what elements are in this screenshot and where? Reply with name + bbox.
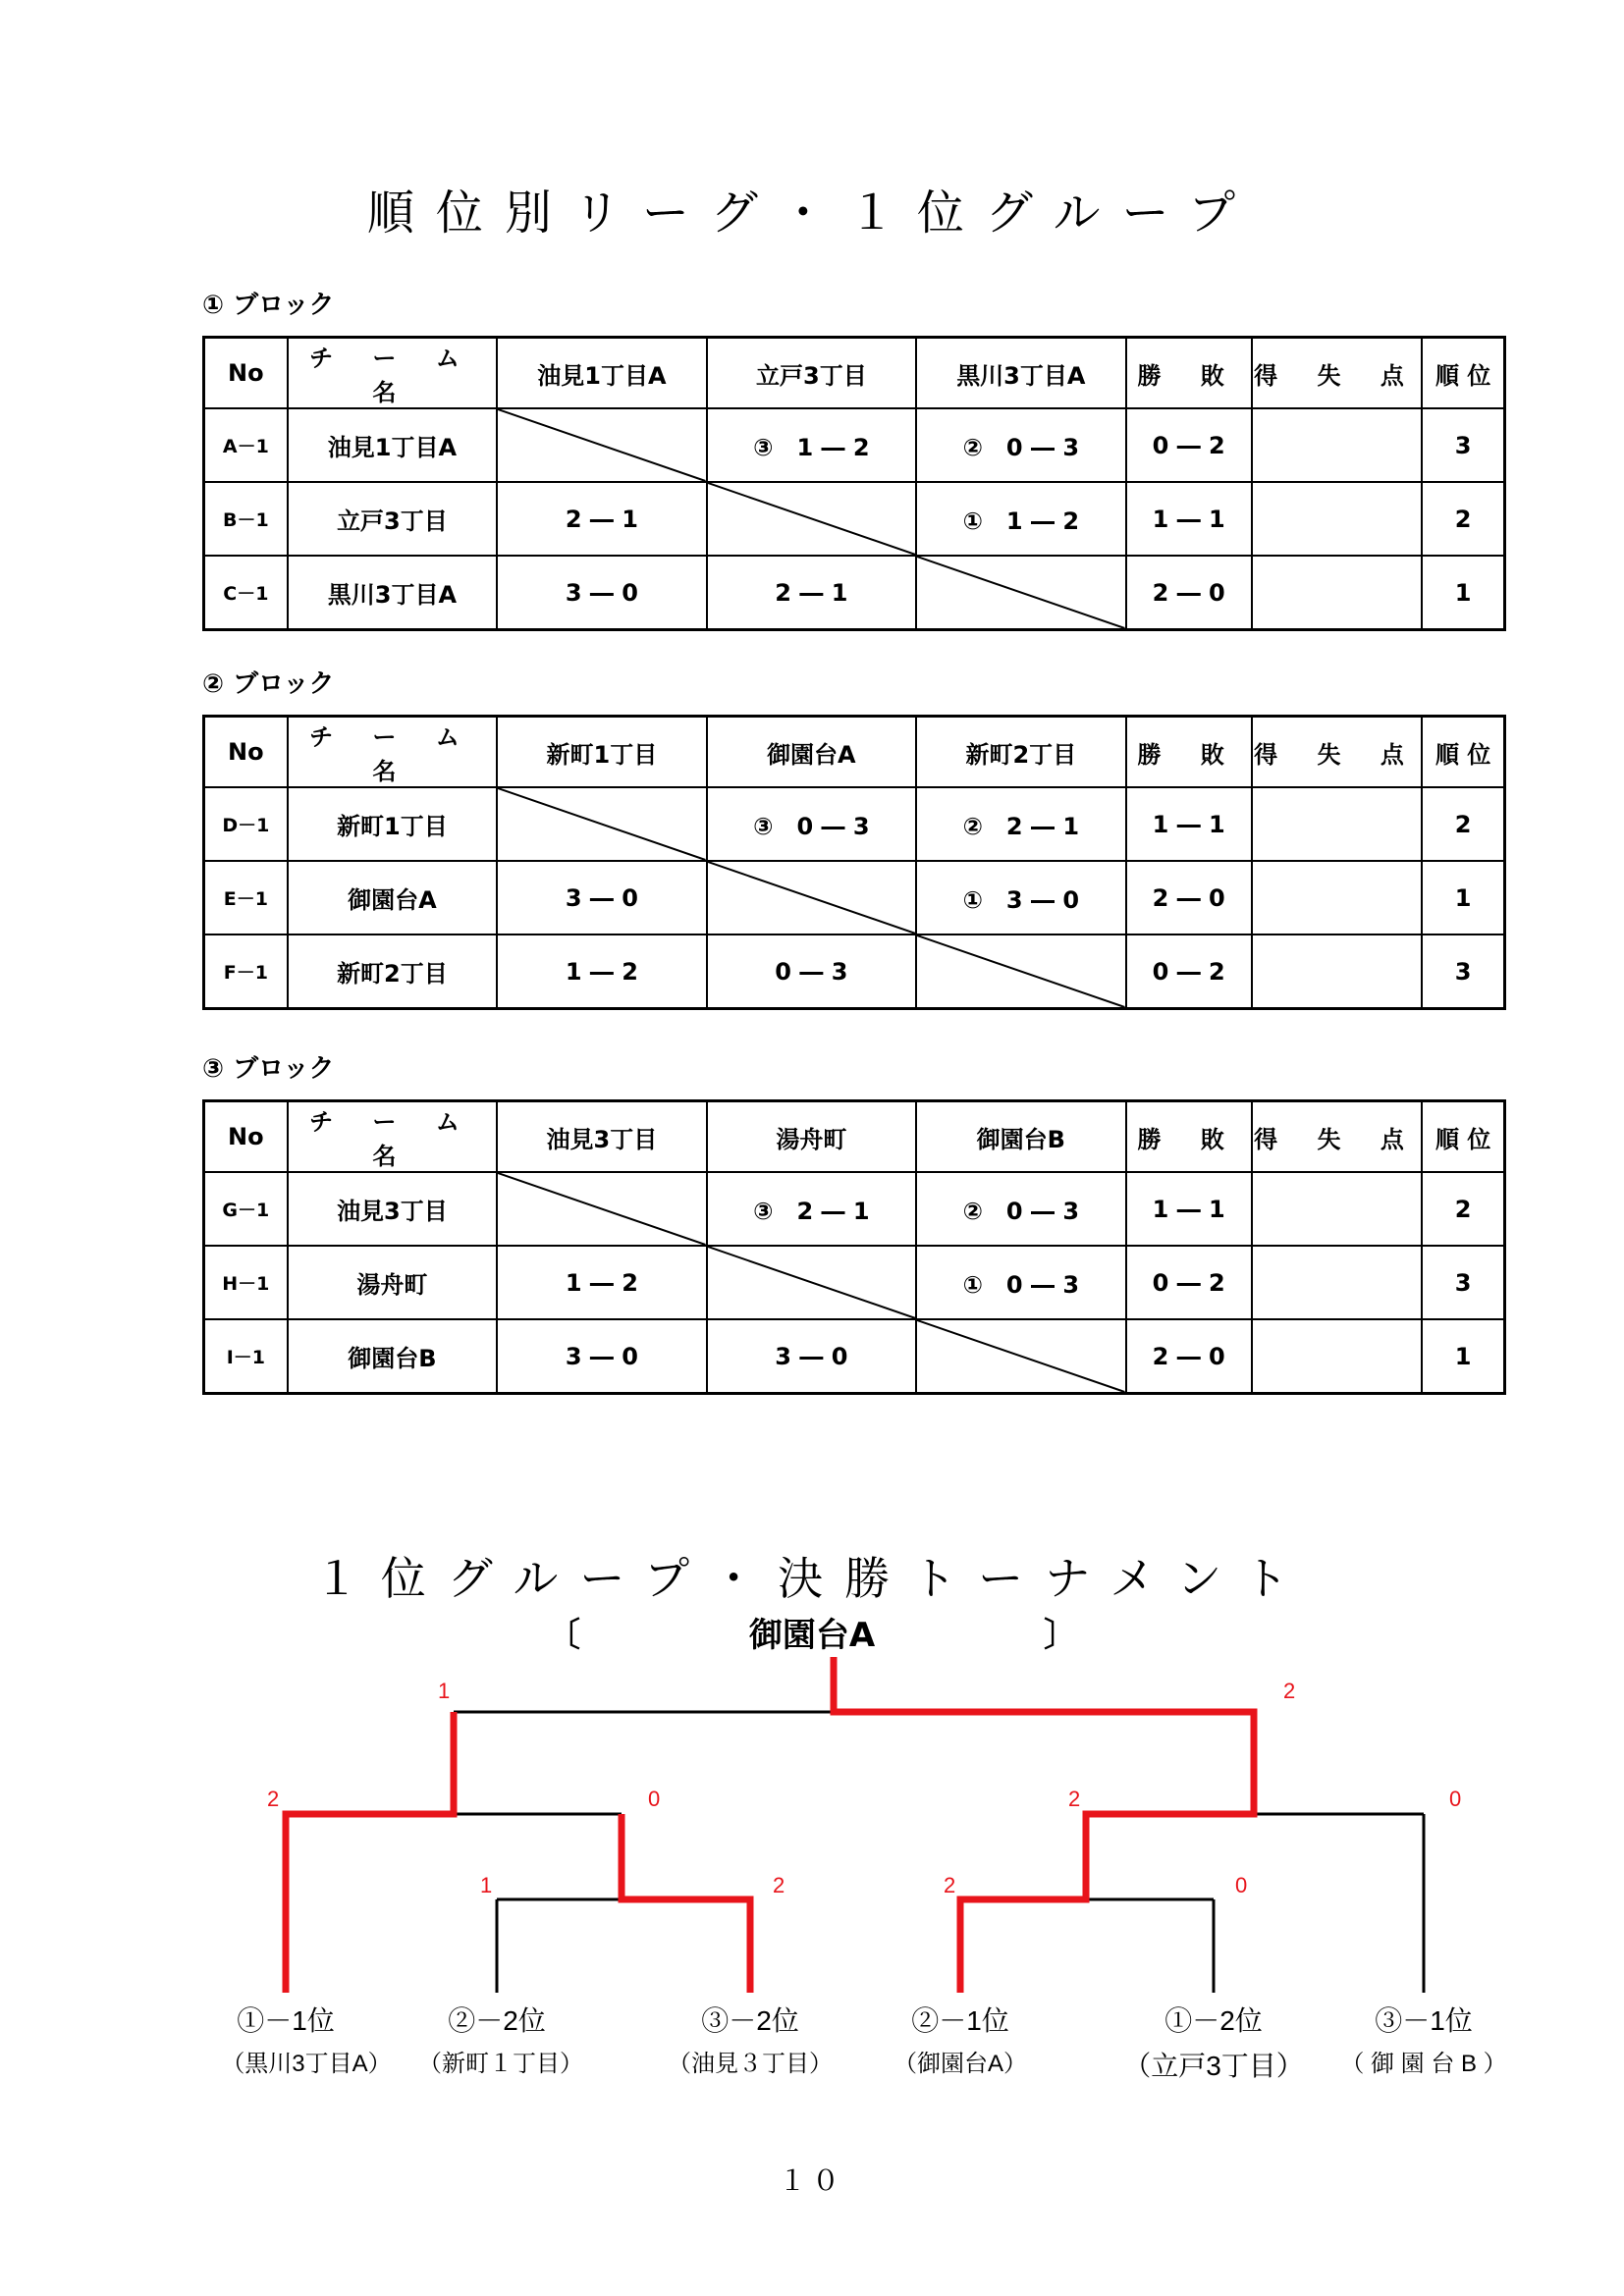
team-name bbox=[288, 934, 497, 1009]
goal-diff bbox=[1252, 408, 1422, 482]
result-vs-2-text: 3 ― 0 bbox=[775, 1342, 848, 1370]
rank-text: 1 bbox=[1454, 883, 1472, 912]
diagonal-line bbox=[498, 409, 705, 481]
team-no bbox=[204, 934, 288, 1009]
header-team-1: 油見1丁目A bbox=[497, 338, 706, 409]
result-vs-1 bbox=[497, 1319, 706, 1394]
header-no: No bbox=[204, 338, 288, 409]
team-no bbox=[204, 861, 288, 934]
champion-bracket-open: 〔 bbox=[546, 1616, 580, 1655]
header-goals: 得 失 点 bbox=[1252, 338, 1422, 409]
header-team-2: 御園台A bbox=[707, 717, 916, 788]
header-team: チ ー ム 名 bbox=[288, 1101, 497, 1173]
result-vs-3 bbox=[916, 787, 1125, 861]
self-match-cell bbox=[707, 1246, 916, 1319]
result-vs-2 bbox=[707, 787, 916, 861]
header-no: No bbox=[204, 1101, 288, 1173]
goal-diff bbox=[1252, 1172, 1422, 1246]
team-no bbox=[204, 1319, 288, 1394]
entrant-5-team: （立戸3丁目） bbox=[1123, 2051, 1304, 2081]
team-name-text: 新町2丁目 bbox=[337, 960, 448, 988]
entrant-1-seed: ①－1位 bbox=[237, 2005, 335, 2036]
diagonal-line bbox=[498, 788, 705, 860]
rank-text: 2 bbox=[1454, 505, 1472, 533]
win-loss bbox=[1126, 861, 1252, 934]
result-vs-1 bbox=[497, 556, 706, 630]
result-vs-3-text: ① 1 ― 2 bbox=[962, 507, 1080, 535]
diagonal-line bbox=[917, 935, 1124, 1007]
goal-diff bbox=[1252, 787, 1422, 861]
score-qf-left-b: 2 bbox=[773, 1873, 785, 1897]
diagonal-line bbox=[498, 1173, 705, 1245]
header-team-1: 新町1丁目 bbox=[497, 717, 706, 788]
win-loss-text: 0 ― 2 bbox=[1152, 431, 1225, 459]
win-loss-text: 2 ― 0 bbox=[1152, 883, 1225, 912]
team-no-text: I－1 bbox=[226, 1347, 265, 1368]
result-vs-3-text: ① 3 ― 0 bbox=[962, 886, 1080, 914]
league-table bbox=[202, 715, 1506, 1010]
win-loss-text: 1 ― 1 bbox=[1152, 1195, 1225, 1223]
header-no: No bbox=[204, 717, 288, 788]
table-row bbox=[204, 787, 1505, 861]
header-goals: 得 失 点 bbox=[1252, 1101, 1422, 1173]
score-final-right: 2 bbox=[1283, 1679, 1296, 1703]
result-vs-1-text: 3 ― 0 bbox=[565, 883, 638, 912]
team-no-text: G－1 bbox=[222, 1200, 270, 1221]
header-team: チ ー ム 名 bbox=[288, 717, 497, 788]
self-match-cell bbox=[916, 1319, 1125, 1394]
win-loss-text: 1 ― 1 bbox=[1152, 505, 1225, 533]
team-name-text: 油見1丁目A bbox=[327, 434, 458, 461]
result-vs-3 bbox=[916, 408, 1125, 482]
rank bbox=[1422, 787, 1504, 861]
team-name-text: 黒川3丁目A bbox=[327, 581, 458, 609]
header-team-3: 御園台B bbox=[916, 1101, 1125, 1173]
self-match-cell bbox=[707, 482, 916, 556]
rank-text: 3 bbox=[1454, 1268, 1472, 1297]
league-table bbox=[202, 336, 1506, 631]
result-vs-1-text: 3 ― 0 bbox=[565, 1342, 638, 1370]
score-sf-right-a: 2 bbox=[1068, 1787, 1081, 1811]
win-loss-text: 1 ― 1 bbox=[1152, 810, 1225, 838]
team-no-text: C－1 bbox=[223, 583, 269, 605]
entrant-4-seed: ②－1位 bbox=[911, 2005, 1009, 2036]
header-team-2: 湯舟町 bbox=[707, 1101, 916, 1173]
team-name-text: 湯舟町 bbox=[356, 1271, 428, 1299]
winning-path bbox=[286, 1657, 1254, 1993]
champion-name: 御園台A bbox=[748, 1616, 876, 1655]
result-vs-2 bbox=[707, 1319, 916, 1394]
entrant-5-seed: ①－2位 bbox=[1164, 2005, 1263, 2036]
team-no-text: F－1 bbox=[223, 962, 268, 984]
result-vs-3-text: ② 2 ― 1 bbox=[962, 813, 1080, 840]
header-rank: 順 位 bbox=[1422, 717, 1504, 788]
page-title: 順位別リーグ・１位グループ bbox=[366, 186, 1258, 240]
rank bbox=[1422, 934, 1504, 1009]
team-no bbox=[204, 556, 288, 630]
team-no-text: H－1 bbox=[222, 1273, 270, 1295]
diagonal-line bbox=[708, 862, 915, 934]
win-loss-text: 2 ― 0 bbox=[1152, 1342, 1225, 1370]
goal-diff bbox=[1252, 934, 1422, 1009]
rank bbox=[1422, 861, 1504, 934]
result-vs-2 bbox=[707, 934, 916, 1009]
rank bbox=[1422, 408, 1504, 482]
team-no bbox=[204, 787, 288, 861]
block-label: ① ブロック bbox=[202, 291, 335, 320]
win-loss bbox=[1126, 482, 1252, 556]
score-sf-right-b: 0 bbox=[1449, 1787, 1462, 1811]
team-name bbox=[288, 1319, 497, 1394]
entrant-2-seed: ②－2位 bbox=[448, 2005, 546, 2036]
table-row bbox=[204, 934, 1505, 1009]
self-match-cell bbox=[497, 408, 706, 482]
header-win-loss: 勝 敗 bbox=[1126, 338, 1252, 409]
rank-text: 3 bbox=[1454, 957, 1472, 986]
team-name bbox=[288, 861, 497, 934]
rank bbox=[1422, 1246, 1504, 1319]
result-vs-2-text: 2 ― 1 bbox=[775, 578, 848, 607]
entrant-3-team: （油見３丁目） bbox=[668, 2051, 833, 2077]
header-win-loss: 勝 敗 bbox=[1126, 1101, 1252, 1173]
team-name bbox=[288, 556, 497, 630]
champion-bracket-close: 〕 bbox=[1044, 1616, 1077, 1655]
result-vs-1-text: 3 ― 0 bbox=[565, 578, 638, 607]
diagonal-line bbox=[917, 557, 1124, 628]
score-qf-right-a: 2 bbox=[944, 1873, 956, 1897]
result-vs-3 bbox=[916, 861, 1125, 934]
team-name bbox=[288, 787, 497, 861]
rank-text: 3 bbox=[1454, 431, 1472, 459]
win-loss bbox=[1126, 1246, 1252, 1319]
header-rank: 順 位 bbox=[1422, 338, 1504, 409]
goal-diff bbox=[1252, 1246, 1422, 1319]
table-row bbox=[204, 556, 1505, 630]
win-loss bbox=[1126, 408, 1252, 482]
block-label: ③ ブロック bbox=[202, 1054, 335, 1084]
header-goals: 得 失 点 bbox=[1252, 717, 1422, 788]
result-vs-3 bbox=[916, 1172, 1125, 1246]
win-loss bbox=[1126, 556, 1252, 630]
result-vs-1-text: 1 ― 2 bbox=[565, 957, 638, 986]
result-vs-1 bbox=[497, 1246, 706, 1319]
rank-text: 2 bbox=[1454, 810, 1472, 838]
self-match-cell bbox=[707, 861, 916, 934]
score-sf-left-a: 2 bbox=[267, 1787, 280, 1811]
rank-text: 2 bbox=[1454, 1195, 1472, 1223]
win-loss bbox=[1126, 934, 1252, 1009]
rank bbox=[1422, 1172, 1504, 1246]
team-name-text: 御園台A bbox=[348, 886, 437, 914]
page-number: １０ bbox=[778, 2164, 845, 2197]
result-vs-2 bbox=[707, 1172, 916, 1246]
goal-diff bbox=[1252, 556, 1422, 630]
team-no-text: E－1 bbox=[223, 888, 268, 910]
table-row bbox=[204, 1319, 1505, 1394]
entrant-2-team: （新町１丁目） bbox=[418, 2051, 583, 2077]
header-team-1: 油見3丁目 bbox=[497, 1101, 706, 1173]
diagonal-line bbox=[708, 483, 915, 555]
table-row bbox=[204, 1172, 1505, 1246]
team-no bbox=[204, 408, 288, 482]
result-vs-2-text: ③ 1 ― 2 bbox=[753, 434, 870, 461]
block-label: ② ブロック bbox=[202, 669, 335, 699]
team-no-text: B－1 bbox=[222, 509, 269, 531]
win-loss bbox=[1126, 1172, 1252, 1246]
win-loss-text: 2 ― 0 bbox=[1152, 578, 1225, 607]
entrant-4-team: （御園台A） bbox=[893, 2051, 1028, 2077]
team-name-text: 立戸3丁目 bbox=[337, 507, 448, 535]
header-team-3: 新町2丁目 bbox=[916, 717, 1125, 788]
team-name bbox=[288, 408, 497, 482]
team-no bbox=[204, 1172, 288, 1246]
rank bbox=[1422, 482, 1504, 556]
result-vs-2-text: ③ 0 ― 3 bbox=[753, 813, 870, 840]
team-name bbox=[288, 1172, 497, 1246]
score-final-left: 1 bbox=[438, 1679, 451, 1703]
result-vs-2 bbox=[707, 556, 916, 630]
diagonal-line bbox=[917, 1320, 1124, 1392]
team-name bbox=[288, 1246, 497, 1319]
win-loss-text: 0 ― 2 bbox=[1152, 957, 1225, 986]
tournament-title: １位グループ・決勝トーナメント bbox=[313, 1552, 1311, 1605]
team-name-text: 油見3丁目 bbox=[337, 1198, 448, 1225]
rank bbox=[1422, 1319, 1504, 1394]
left-winner-path bbox=[286, 1712, 454, 1993]
entrant-6-seed: ③－1位 bbox=[1375, 2005, 1473, 2036]
team-name-text: 新町1丁目 bbox=[337, 813, 448, 840]
team-no-text: D－1 bbox=[222, 815, 270, 836]
result-vs-1 bbox=[497, 861, 706, 934]
result-vs-3 bbox=[916, 482, 1125, 556]
left-qf-winner-path bbox=[622, 1814, 750, 1993]
goal-diff bbox=[1252, 861, 1422, 934]
table-row bbox=[204, 861, 1505, 934]
result-vs-3-text: ① 0 ― 3 bbox=[962, 1271, 1080, 1299]
table-row bbox=[204, 482, 1505, 556]
score-qf-left-a: 1 bbox=[480, 1873, 493, 1897]
header-rank: 順 位 bbox=[1422, 1101, 1504, 1173]
table-row bbox=[204, 408, 1505, 482]
result-vs-3 bbox=[916, 1246, 1125, 1319]
result-vs-2-text: ③ 2 ― 1 bbox=[753, 1198, 870, 1225]
win-loss bbox=[1126, 1319, 1252, 1394]
league-table bbox=[202, 1099, 1506, 1395]
team-name-text: 御園台B bbox=[348, 1345, 437, 1372]
team-no bbox=[204, 1246, 288, 1319]
goal-diff bbox=[1252, 1319, 1422, 1394]
team-no bbox=[204, 482, 288, 556]
bracket-entrants bbox=[221, 2005, 1506, 2081]
rank-text: 1 bbox=[1454, 1342, 1472, 1370]
champion-path bbox=[834, 1657, 1254, 1993]
result-vs-1-text: 2 ― 1 bbox=[565, 505, 638, 533]
rank-text: 1 bbox=[1454, 578, 1472, 607]
header-team-2: 立戸3丁目 bbox=[707, 338, 916, 409]
score-sf-left-b: 0 bbox=[648, 1787, 661, 1811]
header-team: チ ー ム 名 bbox=[288, 338, 497, 409]
entrant-1-team: （黒川3丁目A） bbox=[221, 2051, 392, 2077]
team-name bbox=[288, 482, 497, 556]
rank bbox=[1422, 556, 1504, 630]
result-vs-3-text: ② 0 ― 3 bbox=[962, 1198, 1080, 1225]
result-vs-3-text: ② 0 ― 3 bbox=[962, 434, 1080, 461]
result-vs-1-text: 1 ― 2 bbox=[565, 1268, 638, 1297]
entrant-3-seed: ③－2位 bbox=[701, 2005, 799, 2036]
win-loss bbox=[1126, 787, 1252, 861]
self-match-cell bbox=[497, 787, 706, 861]
goal-diff bbox=[1252, 482, 1422, 556]
team-no-text: A－1 bbox=[222, 436, 269, 457]
header-team-3: 黒川3丁目A bbox=[916, 338, 1125, 409]
self-match-cell bbox=[497, 1172, 706, 1246]
diagonal-line bbox=[708, 1247, 915, 1318]
self-match-cell bbox=[916, 934, 1125, 1009]
score-qf-right-b: 0 bbox=[1235, 1873, 1248, 1897]
header-win-loss: 勝 敗 bbox=[1126, 717, 1252, 788]
result-vs-2 bbox=[707, 408, 916, 482]
win-loss-text: 0 ― 2 bbox=[1152, 1268, 1225, 1297]
self-match-cell bbox=[916, 556, 1125, 630]
result-vs-2-text: 0 ― 3 bbox=[775, 957, 848, 986]
result-vs-1 bbox=[497, 482, 706, 556]
entrant-6-team: （ 御 園 台 B ） bbox=[1340, 2051, 1507, 2077]
table-row bbox=[204, 1246, 1505, 1319]
result-vs-1 bbox=[497, 934, 706, 1009]
tournament-bracket bbox=[0, 1629, 1624, 2140]
